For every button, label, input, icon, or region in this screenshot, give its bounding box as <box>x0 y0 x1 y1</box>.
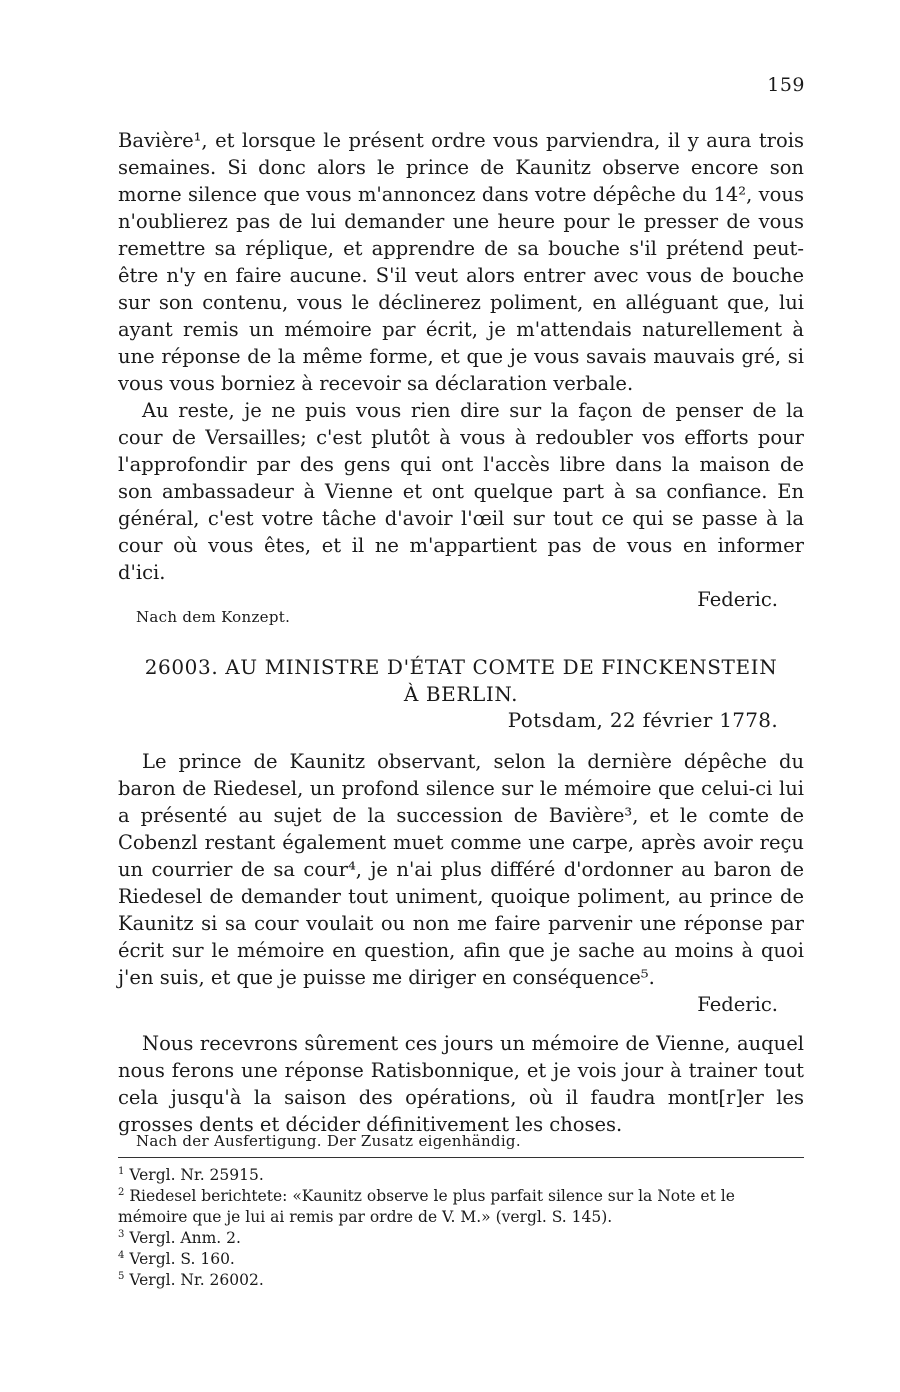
footnote-mark: 3 <box>118 1228 125 1240</box>
heading-line: À BERLIN. <box>403 682 519 706</box>
paragraph: Au reste, je ne puis vous rien dire sur la façon de penser de la cour de Versailles; c'est plutôt à vous à redoubler vos efforts pour l'approfondir par des gens qui ont l'accès libre dans la maison de son ambassadeur à Vienne et ont quelque part à sa confiance. En général, c'est votre tâche d'avoir l'œil sur tout ce qui se passe à la cour où vous êtes, et il ne m'appartient pas de vous en informer d'ici. <box>118 399 804 584</box>
footnote-text: Vergl. Anm. 2. <box>129 1229 241 1247</box>
signature: Federic. <box>697 588 778 611</box>
paragraph: Bavière¹, et lorsque le présent ordre vous parviendra, il y aura trois semaines. Si donc alors le prince de Kaunitz observe encore son morne silence que vous m'annoncez dans votre dépêche du 14², vous n'oublierez pas de lui demander une heure pour le presser de vous remettre sa réplique, et apprendre de sa bouche s'il prétend peut-être n'y en faire aucune. S'il veut alors entrer avec vous de bouche sur son contenu, vous le déclinerez poliment, en alléguant que, lui ayant remis un mémoire par écrit, je m'attendais naturellement à une réponse de la même forme, et que je vous savais mauvais gré, si vous vous borniez à recevoir sa déclaration verbale. <box>118 129 804 395</box>
postscript: Nous recevrons sûrement ces jours un mémoire de Vienne, auquel nous ferons une réponse Ratisbonnique, et je vois jour à trainer tout cela jusqu'à la saison des opérations, où il faudra mont[r]er les grosses dents et décider définitivement les choses. <box>118 1032 804 1136</box>
paragraph: Le prince de Kaunitz observant, selon la dernière dépêche du baron de Riedesel, un profond silence sur le mémoire que celui-ci lui a présenté au sujet de la succession de Bavière³, et le comte de Cobenzl restant également muet comme une carpe, après avoir reçu un courrier de sa cour⁴, je n'ai plus différé d'ordonner au baron de Riedesel de demander tout uniment, quoique poliment, au prince de Kaunitz si sa cour voulait ou non me faire parvenir une réponse par écrit sur le mémoire en question, afin que je sache au moins à quoi j'en suis, et que je puisse me diriger en conséquence⁵. <box>118 750 804 989</box>
source-note: Nach dem Konzept. <box>136 608 291 626</box>
letter-body <box>118 748 804 1138</box>
footnote-text: Vergl. S. 160. <box>129 1250 235 1268</box>
footnote <box>118 1249 808 1270</box>
footnote <box>118 1186 808 1228</box>
footnote-divider <box>118 1157 804 1158</box>
footnotes <box>118 1165 808 1291</box>
page-number: 159 <box>767 74 805 96</box>
footnote <box>118 1270 808 1291</box>
dateline: Potsdam, 22 février 1778. <box>507 708 778 732</box>
footnote-text: Vergl. Nr. 26002. <box>129 1271 264 1289</box>
footnote-mark: 1 <box>118 1165 125 1177</box>
letter-heading <box>118 654 804 708</box>
footnote-text: Riedesel berichtete: «Kaunitz observe le plus parfait silence sur la Note et le mémoire que je lui ai remis par ordre de V. M.» (vergl. S. 145). <box>118 1187 735 1226</box>
letter-body <box>118 127 804 613</box>
footnote-mark: 5 <box>118 1270 125 1282</box>
footnote-mark: 4 <box>118 1249 125 1261</box>
footnote <box>118 1165 808 1186</box>
source-note: Nach der Ausfertigung. Der Zusatz eigenhändig. <box>136 1132 521 1150</box>
signature: Federic. <box>697 993 778 1016</box>
footnote-mark: 2 <box>118 1186 125 1198</box>
footnote <box>118 1228 808 1249</box>
heading-line: 26003. AU MINISTRE D'ÉTAT COMTE DE FINCKENSTEIN <box>144 655 778 679</box>
footnote-text: Vergl. Nr. 25915. <box>129 1166 264 1184</box>
